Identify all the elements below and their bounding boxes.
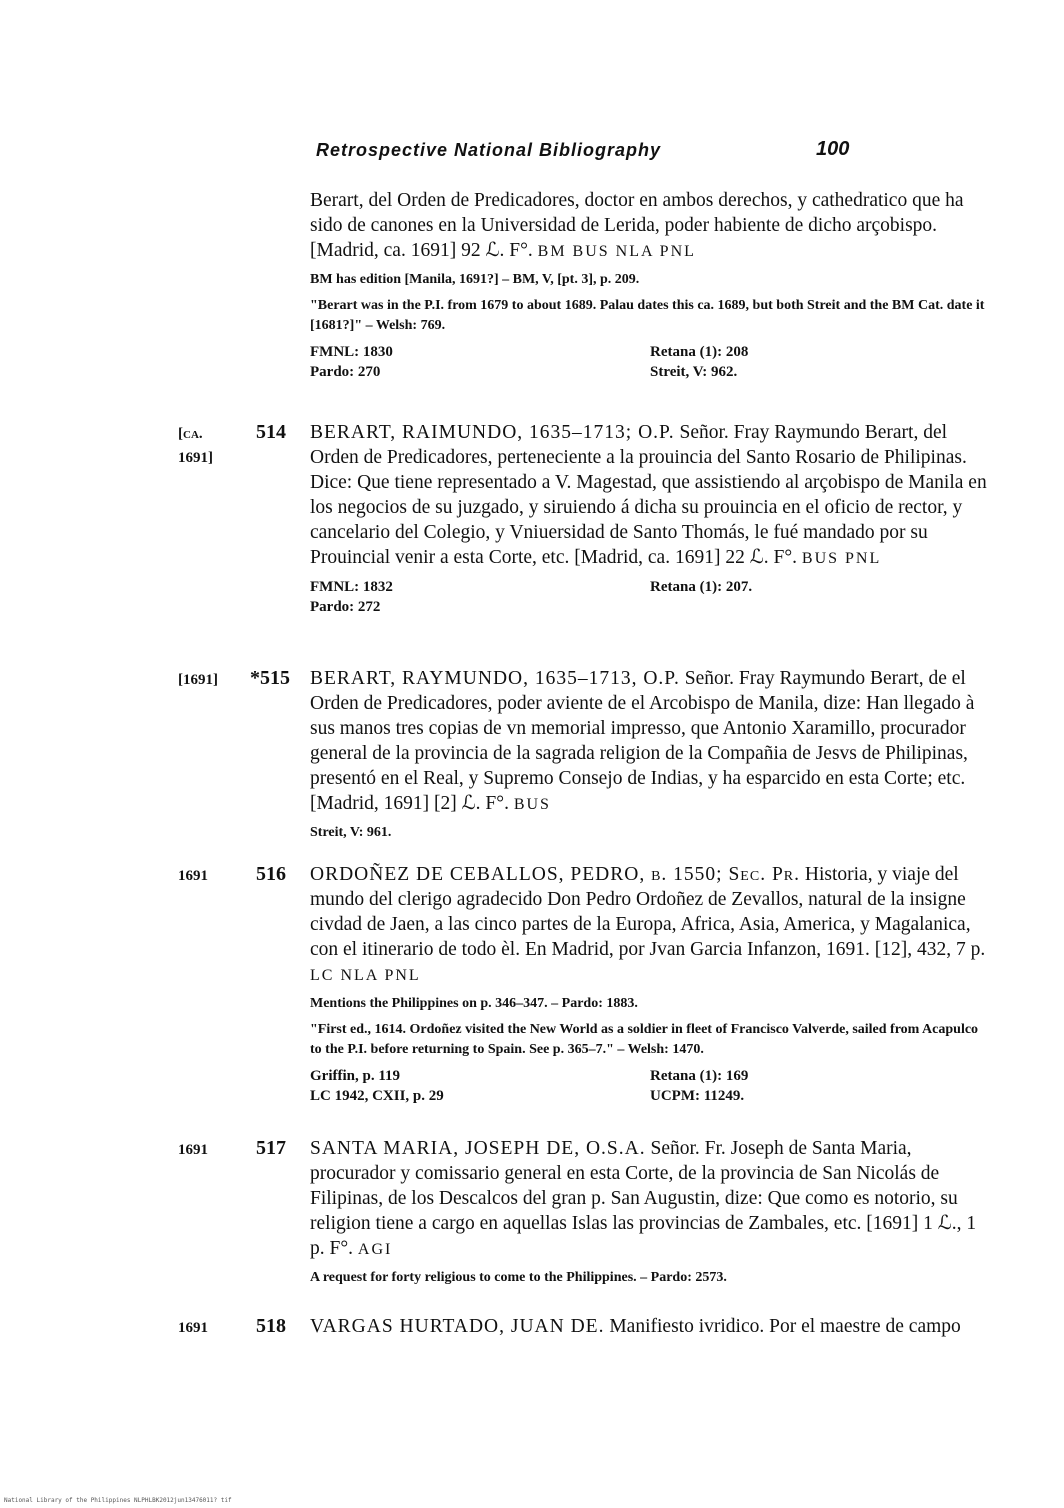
ref-item: FMNL: 1832: [310, 579, 393, 595]
entry-heading: VARGAS HURTADO, JUAN DE.: [310, 1316, 605, 1337]
entry-number-518: 518: [256, 1315, 286, 1337]
entry-518: [310, 1314, 990, 1339]
entry-text: [310, 1136, 990, 1262]
entry-body: Señor. Fr. Joseph de Santa Maria, procurador y comissario general en esta Corte, de la provincia de San Nicolás de Filipinas, de los Descalcos del gran p. San Augustin, dize: Que como es notorio, su religion tiene a cargo en aquellas Islas las provincias de Zambales, etc. [1691] 1 ℒ., 1 p. F°.: [310, 1138, 977, 1259]
entry-locations: AGI: [357, 1241, 393, 1258]
entry-refs: [310, 1066, 990, 1106]
entry-515: [310, 666, 990, 843]
entry-text: [310, 420, 990, 571]
continuation-note-2: "Berart was in the P.I. from 1679 to about 1689. Palau dates this ca. 1689, but both Streit and the BM Cat. date it [1681?]" – Welsh: 769.: [310, 298, 985, 333]
entry-locations: BUS: [513, 796, 551, 813]
entry-locations: BUS PNL: [801, 550, 882, 567]
entry-note: "First ed., 1614. Ordoñez visited the New World as a soldier in fleet of Francisco Valverde, sailed from Acapulco to the P.I. before returning to Spain. See p. 365–7." – Welsh: 1470.: [310, 1022, 979, 1057]
entry-body: Señor. Fray Raymundo Berart, del Orden de Predicadores, perteneciente a la prouincia del Santo Rosario de Philipinas. Dice: Que tiene representado a V. Magestad, que assistiendo al arçobispo de Manila en los negocios de su juzgado, y siruiendo á dicha su prouincia en el oficio de rector, y cancelario del Colegio, y Vniuersidad de Santo Thomás, le fué mandado por su Prouincial venir a esta Corte, etc. [Madrid, ca. 1691] 22 ℒ. F°.: [310, 422, 987, 568]
entry-date-515: [1691]: [178, 672, 218, 688]
continuation-text: [310, 188, 990, 264]
entry-516: [310, 862, 990, 1106]
entry-date-514: [ca. 1691]: [178, 426, 213, 466]
entry-body: Historia, y viaje del mundo del clerigo agradecido Don Pedro Ordoñez de Zevallos, natural de la insigne civdad de Jaen, a las cinco partes de la Europa, Africa, Asia, America, y Magalanica, con el itinerario de todo èl. En Madrid, por Jvan Garcia Infanzon, 1691. [12], 432, 7 p.: [310, 864, 986, 960]
running-header-title: Retrospective National Bibliography: [316, 140, 662, 160]
ref-item: Griffin, p. 119: [310, 1068, 401, 1084]
entry-locations: LC NLA PNL: [310, 967, 421, 984]
ref-item: LC 1942, CXII, p. 29: [310, 1088, 444, 1104]
continuation-entry: [310, 188, 990, 382]
entry-body: Manifiesto ivridico. Por el maestre de campo: [609, 1316, 961, 1337]
entry-heading: BERART, RAYMUNDO, 1635–1713, O.P.: [310, 668, 680, 689]
entry-514: [310, 420, 990, 617]
entry-date-517: 1691: [178, 1142, 208, 1158]
ref-item: UCPM: 11249.: [650, 1088, 745, 1104]
entry-date-518: 1691: [178, 1320, 208, 1336]
entry-text: [310, 862, 990, 988]
ref-item: Pardo: 270: [310, 364, 381, 380]
ref-item: FMNL: 1830: [310, 344, 393, 360]
continuation-locations: BM BUS NLA PNL: [537, 243, 696, 260]
ref-item: Streit, V: 962.: [650, 364, 738, 380]
entry-text: [310, 1314, 990, 1339]
scan-footer: National Library of the Philippines NLPHLBK2012jun13476011? tif: [4, 1497, 232, 1504]
continuation-note-1: BM has edition [Manila, 1691?] – BM, V, [pt. 3], p. 209.: [310, 272, 640, 287]
continuation-refs: [310, 342, 990, 382]
continuation-body: Berart, del Orden de Predicadores, doctor en ambos derechos, y cathedratico que ha sido de canones en la Universidad de Lerida, poder habiente de dicho arçobispo. [Madrid, ca. 1691] 92 ℒ. F°.: [310, 190, 964, 261]
entry-heading: BERART, RAIMUNDO, 1635–1713; O.P.: [310, 422, 675, 443]
entry-number-516: 516: [256, 863, 286, 885]
ref-item: Retana (1): 208: [650, 344, 749, 360]
entry-refs: [310, 577, 990, 617]
entry-note: A request for forty religious to come to the Philippines. – Pardo: 2573.: [310, 1270, 727, 1285]
ref-item: Retana (1): 169: [650, 1068, 749, 1084]
entry-number-517: 517: [256, 1137, 286, 1159]
entry-note: Mentions the Philippines on p. 346–347. – Pardo: 1883.: [310, 996, 638, 1011]
entry-517: [310, 1136, 990, 1288]
entry-date-516: 1691: [178, 868, 208, 884]
entry-number-515: *515: [250, 667, 290, 689]
entry-body: Señor. Fray Raymundo Berart, de el Orden de Predicadores, poder aviente de el Arcobispo de Manila, dize: Han llegado à sus manos tres copias de vn memorial impresso, que Antonio Xaramillo, procurador general de la provincia de la sagrada religion de la Compañia de Jesvs de Philipinas, presentó en el Real, y Supremo Consejo de Indias, y ha esparcido en esta Corte; etc. [Madrid, 1691] [2] ℒ. F°.: [310, 668, 975, 814]
page-number: 100: [816, 138, 850, 160]
entry-note: Streit, V: 961.: [310, 825, 392, 840]
ref-item: [650, 597, 990, 617]
entry-heading: SANTA MARIA, JOSEPH DE, O.S.A.: [310, 1138, 646, 1159]
ref-item: Pardo: 272: [310, 599, 381, 615]
entry-heading: ORDOÑEZ DE CEBALLOS, PEDRO, b. 1550; Sec. Pr.: [310, 864, 801, 885]
ref-item: Retana (1): 207.: [650, 579, 753, 595]
entry-text: [310, 666, 990, 817]
entry-number-514: 514: [256, 421, 286, 443]
